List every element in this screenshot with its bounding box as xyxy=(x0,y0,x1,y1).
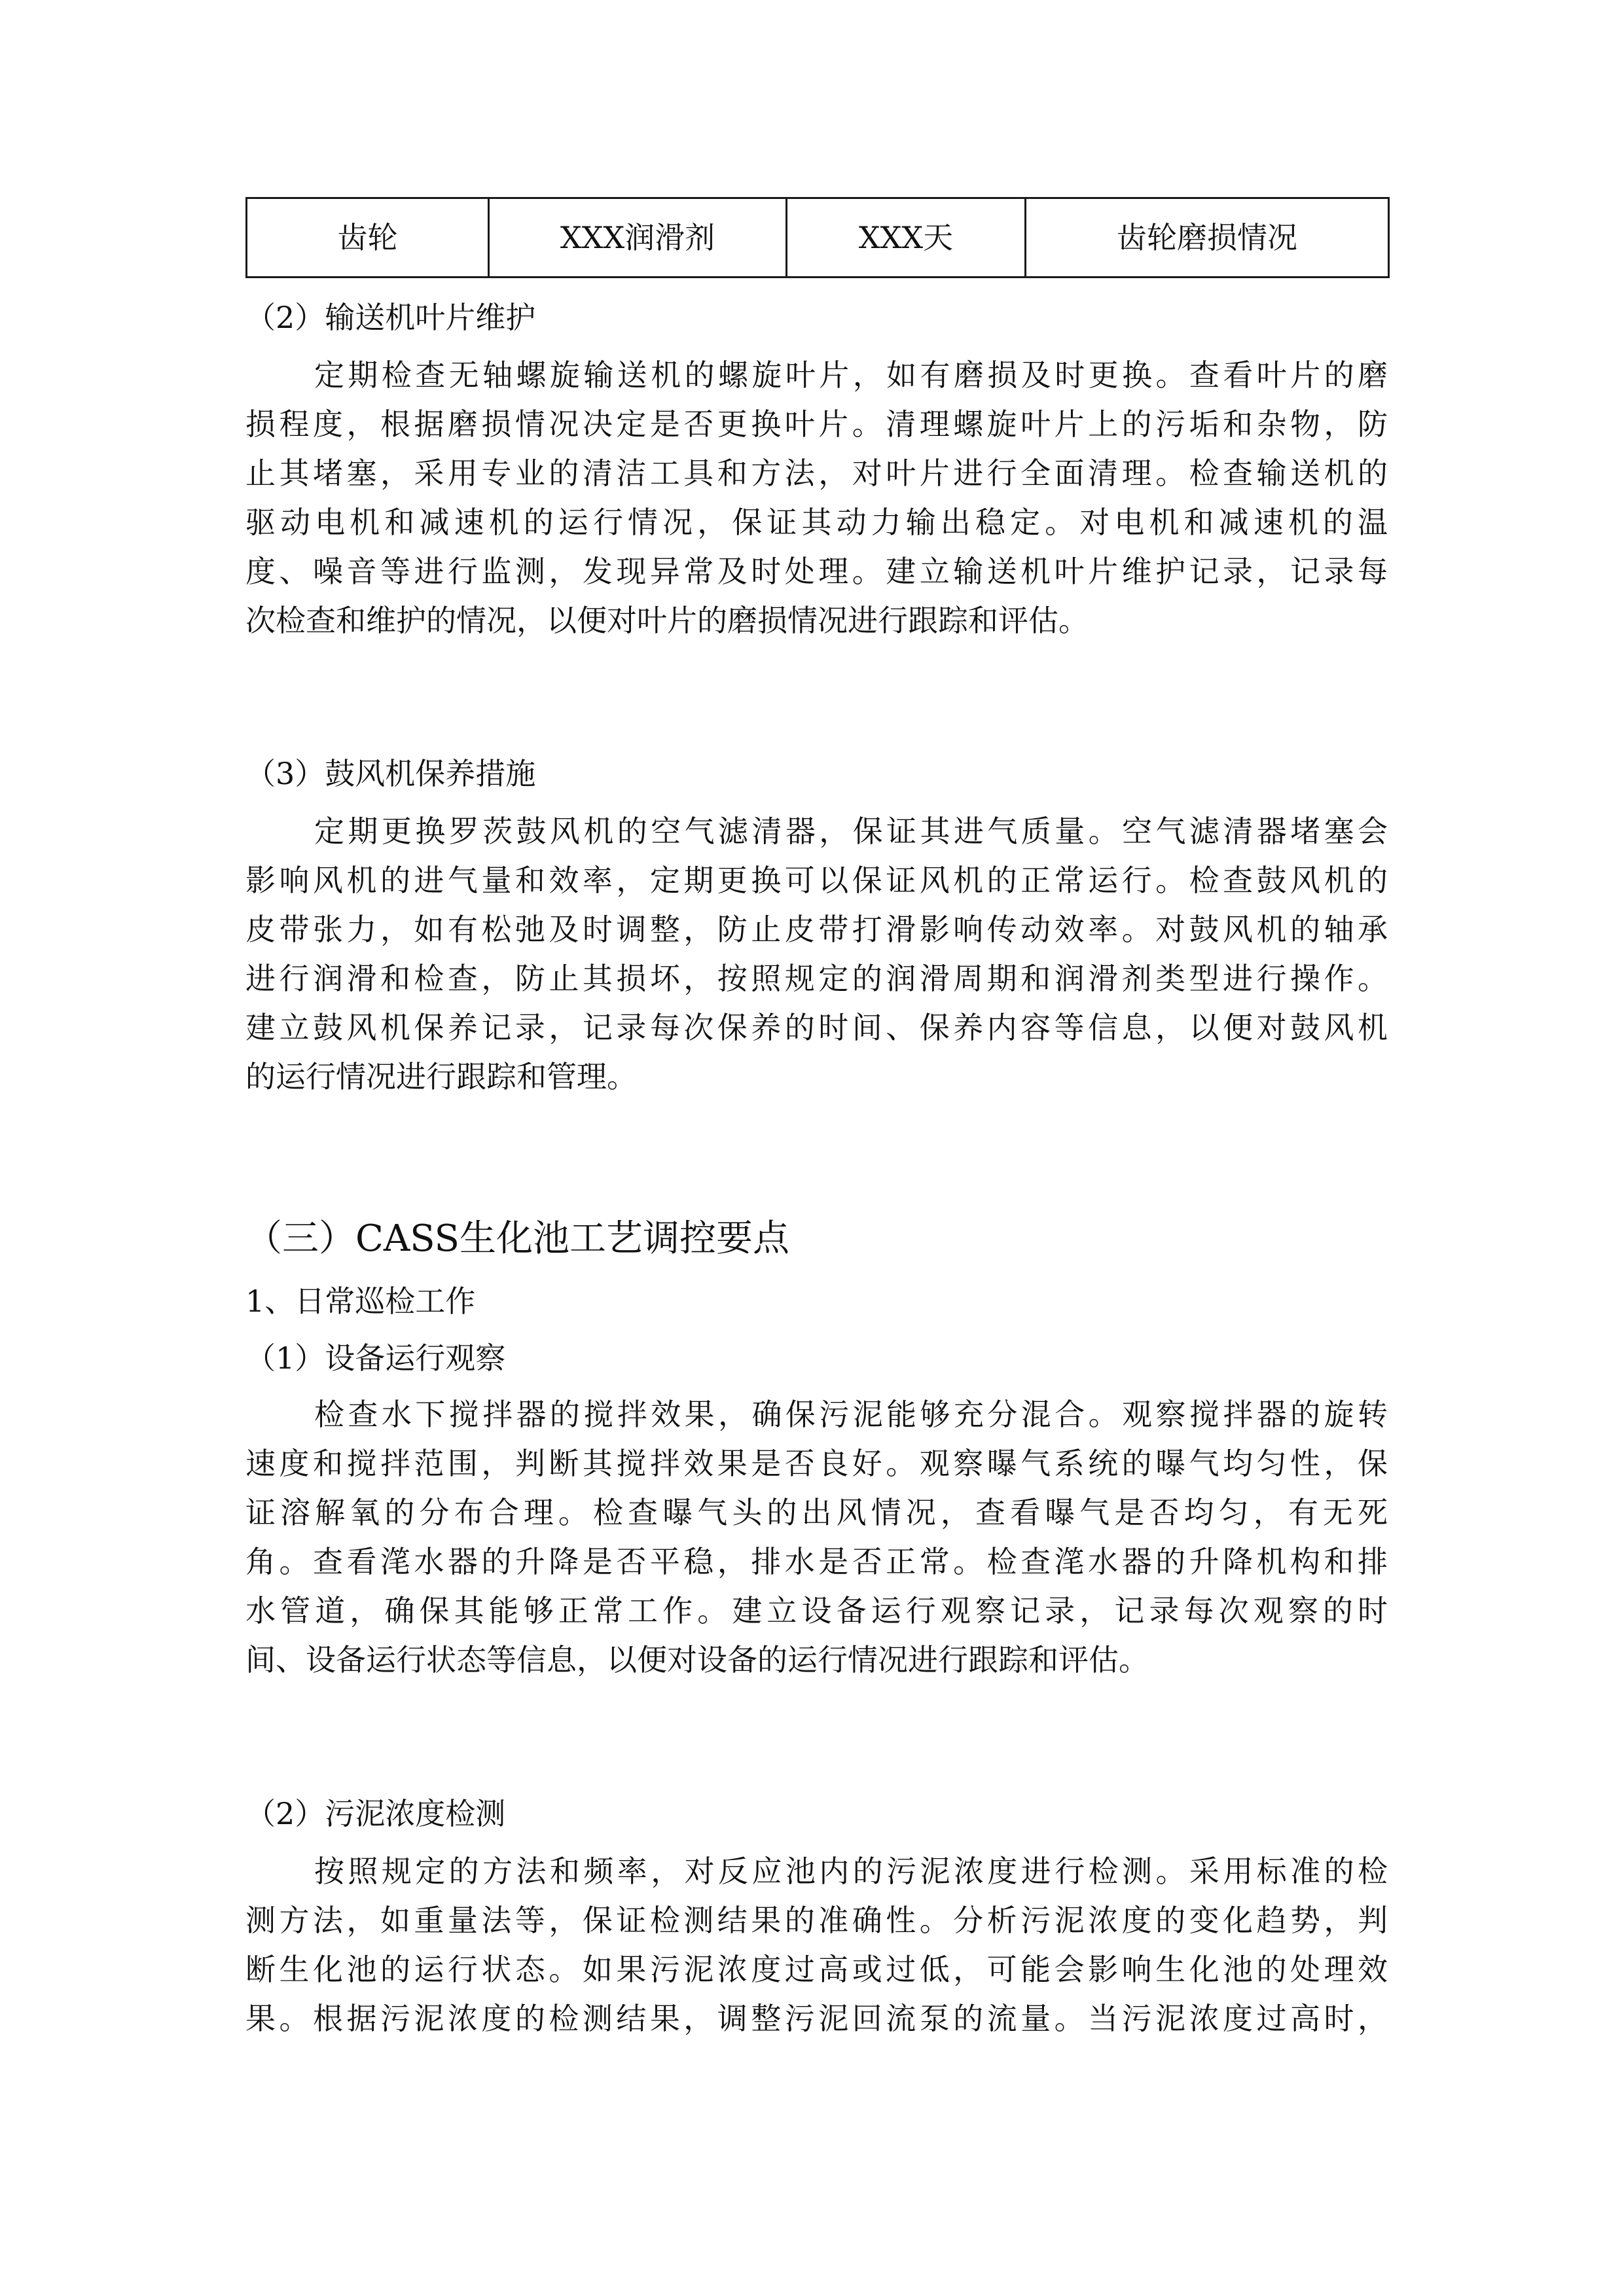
paragraph-line: 测方法，如重量法等，保证检测结果的准确性。分析污泥浓度的变化趋势，判 xyxy=(245,1903,1388,1938)
paragraph-line: 角。查看滗水器的升降是否平稳，排水是否正常。检查滗水器的升降机构和排 xyxy=(245,1544,1388,1579)
paragraph-line: 证溶解氧的分布合理。检查曝气头的出风情况，查看曝气是否均匀，有无死 xyxy=(245,1495,1388,1530)
paragraph-line: 损程度，根据磨损情况决定是否更换叶片。清理螺旋叶片上的污垢和杂物，防 xyxy=(245,406,1388,442)
paragraph-line: 皮带张力，如有松弛及时调整，防止皮带打滑影响传动效率。对鼓风机的轴承 xyxy=(245,912,1388,947)
paragraph-line: 水管道，确保其能够正常工作。建立设备运行观察记录，记录每次观察的时 xyxy=(245,1593,1388,1628)
subsection-daily-inspection: 1、日常巡检工作 xyxy=(245,1283,476,1319)
paragraph-line: 止其堵塞，采用专业的清洁工具和方法，对叶片进行全面清理。检查输送机的 xyxy=(245,456,1388,491)
paragraph-line: 度、噪音等进行监测，发现异常及时处理。建立输送机叶片维护记录，记录每 xyxy=(245,554,1388,589)
paragraph-line: 检查水下搅拌器的搅拌效果，确保污泥能够充分混合。观察搅拌器的旋转 xyxy=(314,1397,1388,1432)
table-row xyxy=(247,198,1389,278)
table-cell: XXX天 xyxy=(787,198,1026,278)
paragraph-line: 果。根据污泥浓度的检测结果，调整污泥回流泵的流量。当污泥浓度过高时， xyxy=(245,2001,1388,2036)
heading-blower-maintenance: （3）鼓风机保养措施 xyxy=(245,756,536,791)
paragraph-line: 建立鼓风机保养记录，记录每次保养的时间、保养内容等信息，以便对鼓风机 xyxy=(245,1010,1388,1045)
heading-sludge-concentration: （2）污泥浓度检测 xyxy=(245,1796,506,1831)
table-cell: 齿轮磨损情况 xyxy=(1026,198,1389,278)
paragraph-equipment-observation xyxy=(245,1390,1388,1685)
section-title-cass: （三）CASS生化池工艺调控要点 xyxy=(245,1217,790,1260)
paragraph-line: 定期检查无轴螺旋输送机的螺旋叶片，如有磨损及时更换。查看叶片的磨 xyxy=(314,357,1388,393)
paragraph-line: 的运行情况进行跟踪和管理。 xyxy=(245,1059,637,1094)
heading-blade-maintenance: （2）输送机叶片维护 xyxy=(245,300,536,335)
paragraph-blower-maintenance xyxy=(245,807,1388,1102)
lubrication-table xyxy=(245,197,1390,278)
paragraph-line: 驱动电机和减速机的运行情况，保证其动力输出稳定。对电机和减速机的温 xyxy=(245,505,1388,540)
paragraph-line: 影响风机的进气量和效率，定期更换可以保证风机的正常运行。检查鼓风机的 xyxy=(245,863,1388,898)
table-cell: 齿轮 xyxy=(247,198,489,278)
paragraph-line: 断生化池的运行状态。如果污泥浓度过高或过低，可能会影响生化池的处理效 xyxy=(245,1952,1388,1987)
paragraph-line: 间、设备运行状态等信息，以便对设备的运行情况进行跟踪和评估。 xyxy=(245,1642,1149,1677)
paragraph-sludge-concentration xyxy=(245,1847,1388,2043)
paragraph-line: 按照规定的方法和频率，对反应池内的污泥浓度进行检测。采用标准的检 xyxy=(314,1854,1388,1889)
paragraph-blade-maintenance xyxy=(245,351,1388,645)
table-cell: XXX润滑剂 xyxy=(489,198,787,278)
paragraph-line: 速度和搅拌范围，判断其搅拌效果是否良好。观察曝气系统的曝气均匀性，保 xyxy=(245,1446,1388,1481)
heading-equipment-observation: （1）设备运行观察 xyxy=(245,1340,506,1376)
paragraph-line: 进行润滑和检查，防止其损坏，按照规定的润滑周期和润滑剂类型进行操作。 xyxy=(245,961,1388,996)
paragraph-line: 定期更换罗茨鼓风机的空气滤清器，保证其进气质量。空气滤清器堵塞会 xyxy=(314,814,1388,849)
paragraph-line: 次检查和维护的情况，以便对叶片的磨损情况进行跟踪和评估。 xyxy=(245,603,1089,638)
